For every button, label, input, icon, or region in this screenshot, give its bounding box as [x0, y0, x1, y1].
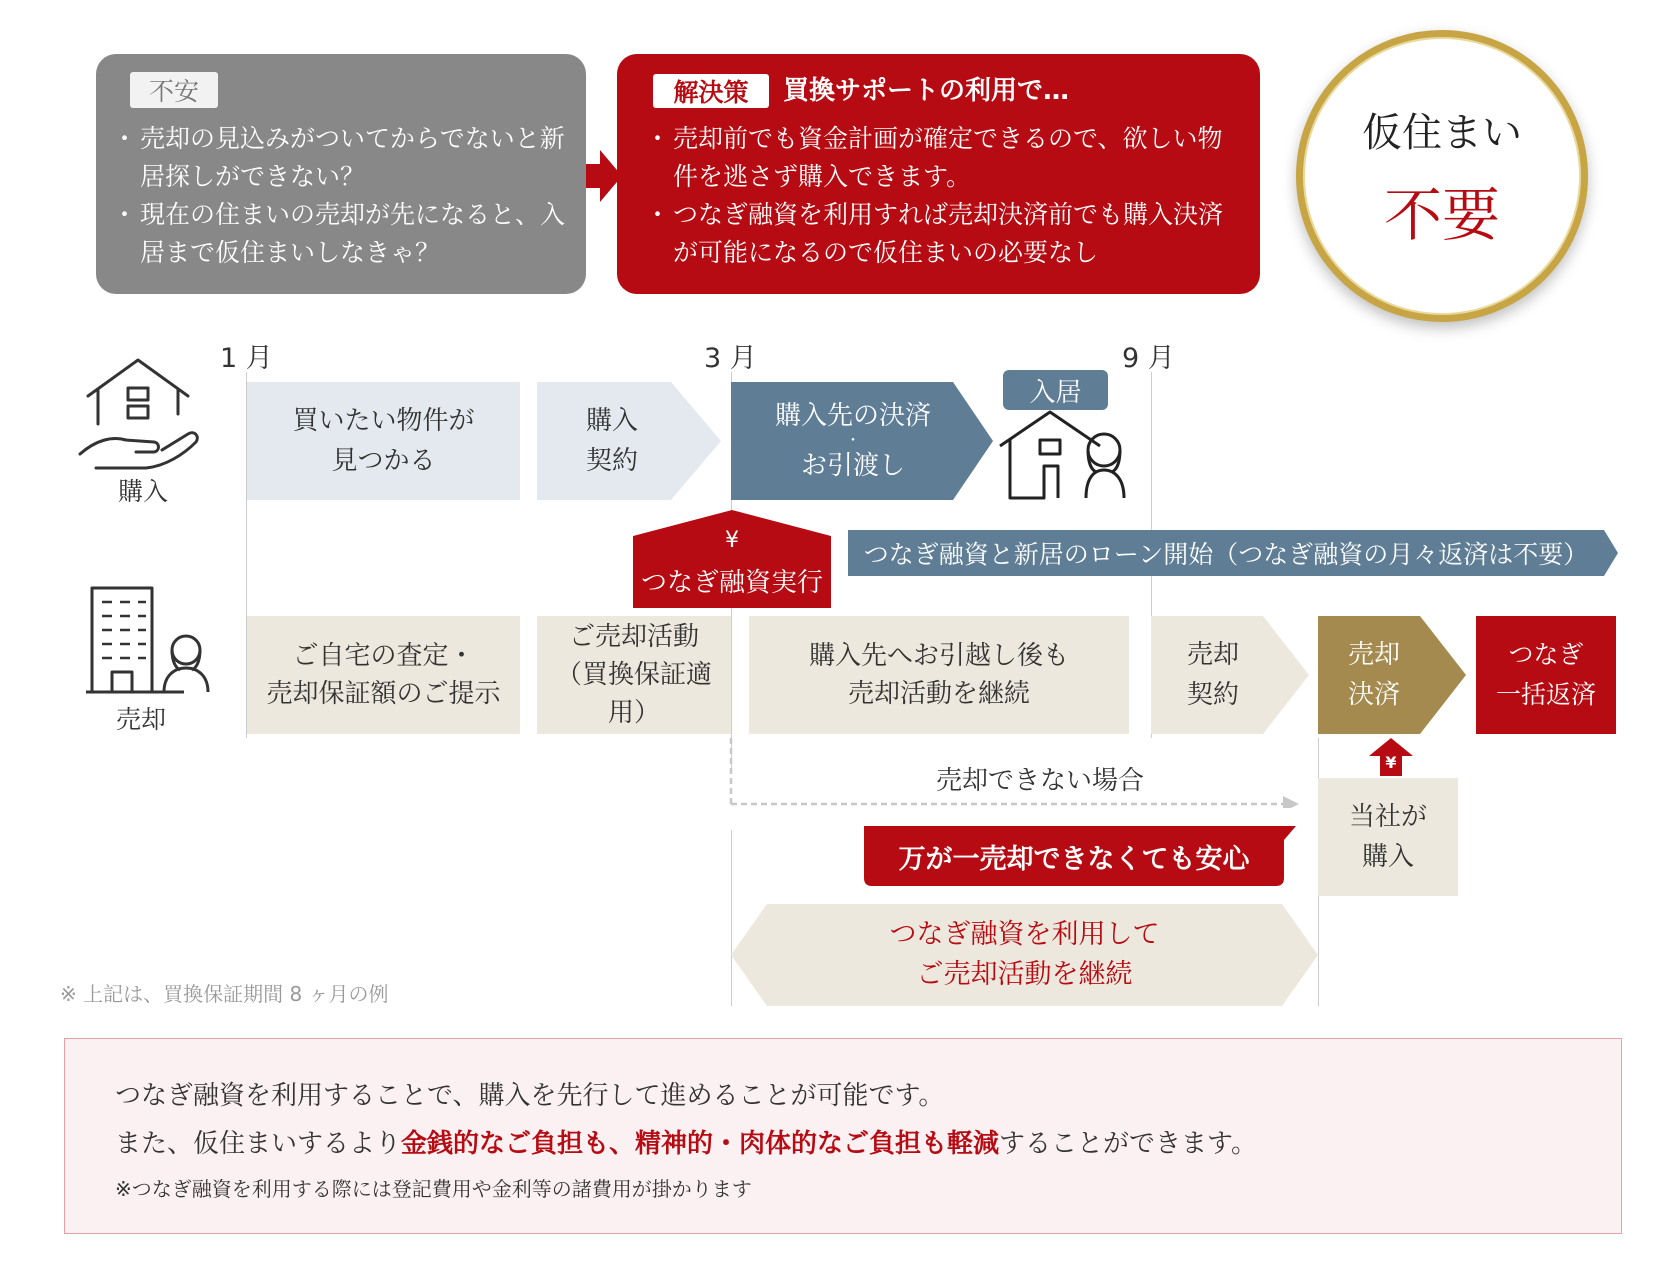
worry-tag: 不安	[130, 72, 218, 108]
company-purchase	[1318, 778, 1458, 896]
summary-note: ※つなぎ融資を利用する際には登記費用や金利等の諸費用が掛かります	[115, 1177, 752, 1201]
solution-list	[651, 120, 1241, 272]
bridge-continue-sale	[731, 904, 1318, 1006]
building-person-icon	[84, 584, 214, 694]
step-bridge-repayment	[1476, 616, 1616, 734]
summary-line2-emphasis: 金銭的なご負担も、精神的・肉体的なご負担も軽減	[401, 1129, 1000, 1159]
worry-list	[118, 120, 573, 272]
step-settlement-handover	[731, 382, 975, 500]
step-sale-activity	[537, 616, 731, 734]
step-text: 決済	[1347, 680, 1400, 710]
bridge-yen-icon: ¥	[725, 527, 739, 553]
worry-panel	[96, 54, 586, 294]
summary-line2	[115, 1123, 1257, 1160]
step-text: 契約	[1186, 680, 1239, 710]
dashed-arrow-icon	[729, 738, 1301, 808]
step-text: 売却	[1347, 640, 1400, 670]
safe-banner: 万が一売却できなくても安心	[898, 843, 1250, 875]
step-purchase-contract	[537, 382, 687, 500]
sale-row-label: 売却	[116, 705, 167, 734]
step-find-property	[247, 382, 520, 500]
step-text: ご自宅の査定・	[292, 641, 475, 671]
step-text: つなぎ	[1508, 640, 1584, 669]
step-sale-contract	[1151, 616, 1275, 734]
step-text: 一括返済	[1495, 680, 1596, 709]
badge-line2: 不要	[1383, 180, 1500, 249]
step-text: ・	[845, 433, 860, 449]
purchase-row-label: 購入	[118, 477, 169, 506]
step-text: 購入	[585, 406, 638, 436]
step-text: ご売却活動を継続	[916, 959, 1133, 990]
step-text: 売却保証額のご提示	[266, 679, 501, 709]
month-label-sep: 9 月	[1122, 343, 1175, 374]
step-text: 売却活動を継続	[847, 679, 1030, 709]
step-sale-settlement	[1318, 616, 1430, 734]
house-person-icon	[996, 406, 1132, 502]
move-in-tag: 入居	[1003, 370, 1108, 410]
step-text: 当社が	[1348, 802, 1427, 832]
house-hand-icon	[76, 356, 202, 474]
cannot-sell-label: 売却できない場合	[935, 765, 1144, 796]
step-text: 契約	[585, 446, 638, 476]
summary-line2-pre: また、仮住まいするより	[115, 1129, 402, 1159]
loan-start-label: つなぎ融資と新居のローン開始（つなぎ融資の月々返済は不要）	[863, 540, 1589, 569]
step-text: 購入先の決済	[774, 401, 931, 431]
step-text: 見つかる	[331, 446, 436, 476]
example-footnote: ※ 上記は、買換保証期間 8 ヶ月の例	[60, 982, 389, 1006]
step-text: お引渡し	[800, 451, 905, 481]
solution-tag: 解決策	[653, 74, 769, 108]
step-text: 売却	[1186, 640, 1239, 670]
badge-line1: 仮住まい	[1362, 109, 1522, 156]
step-text: 購入先へお引越し後も	[808, 641, 1069, 671]
worry-item: ・ 現在の住まいの売却が先になると、入居まで仮住まいしなきゃ？	[118, 196, 573, 272]
summary-box	[64, 1038, 1622, 1234]
solution-title: 買換サポートの利用で…	[783, 76, 1070, 106]
step-continue-sale	[749, 616, 1129, 734]
month-label-jan: 1 月	[220, 343, 273, 374]
step-text: 買いたい物件が	[292, 406, 475, 436]
step-text: つなぎ融資を利用して	[889, 919, 1160, 950]
solution-item: ・ 売却前でも資金計画が確定できるので、欲しい物件を逃さず購入できます。	[651, 120, 1241, 196]
solution-panel	[617, 54, 1260, 294]
step-text: 購入	[1361, 842, 1414, 872]
solution-item: ・ つなぎ融資を利用すれば売却決済前でも購入決済が可能になるので仮住まいの必要なし	[651, 196, 1241, 272]
summary-line1: つなぎ融資を利用することで、購入を先行して進めることが可能です。	[115, 1081, 945, 1111]
step-assessment	[247, 616, 520, 734]
no-temp-housing-badge	[1296, 30, 1588, 322]
summary-line2-post: することができます。	[999, 1129, 1257, 1159]
step-text: （買換保証適用）	[555, 660, 712, 728]
step-text: ご売却活動	[568, 622, 699, 652]
worry-item: ・ 売却の見込みがついてからでないと新居探しができない？	[118, 120, 573, 196]
month-label-mar: 3 月	[704, 343, 757, 374]
bridge-loan-execute: つなぎ融資実行	[640, 567, 823, 598]
yen-symbol: ¥	[1385, 752, 1397, 772]
